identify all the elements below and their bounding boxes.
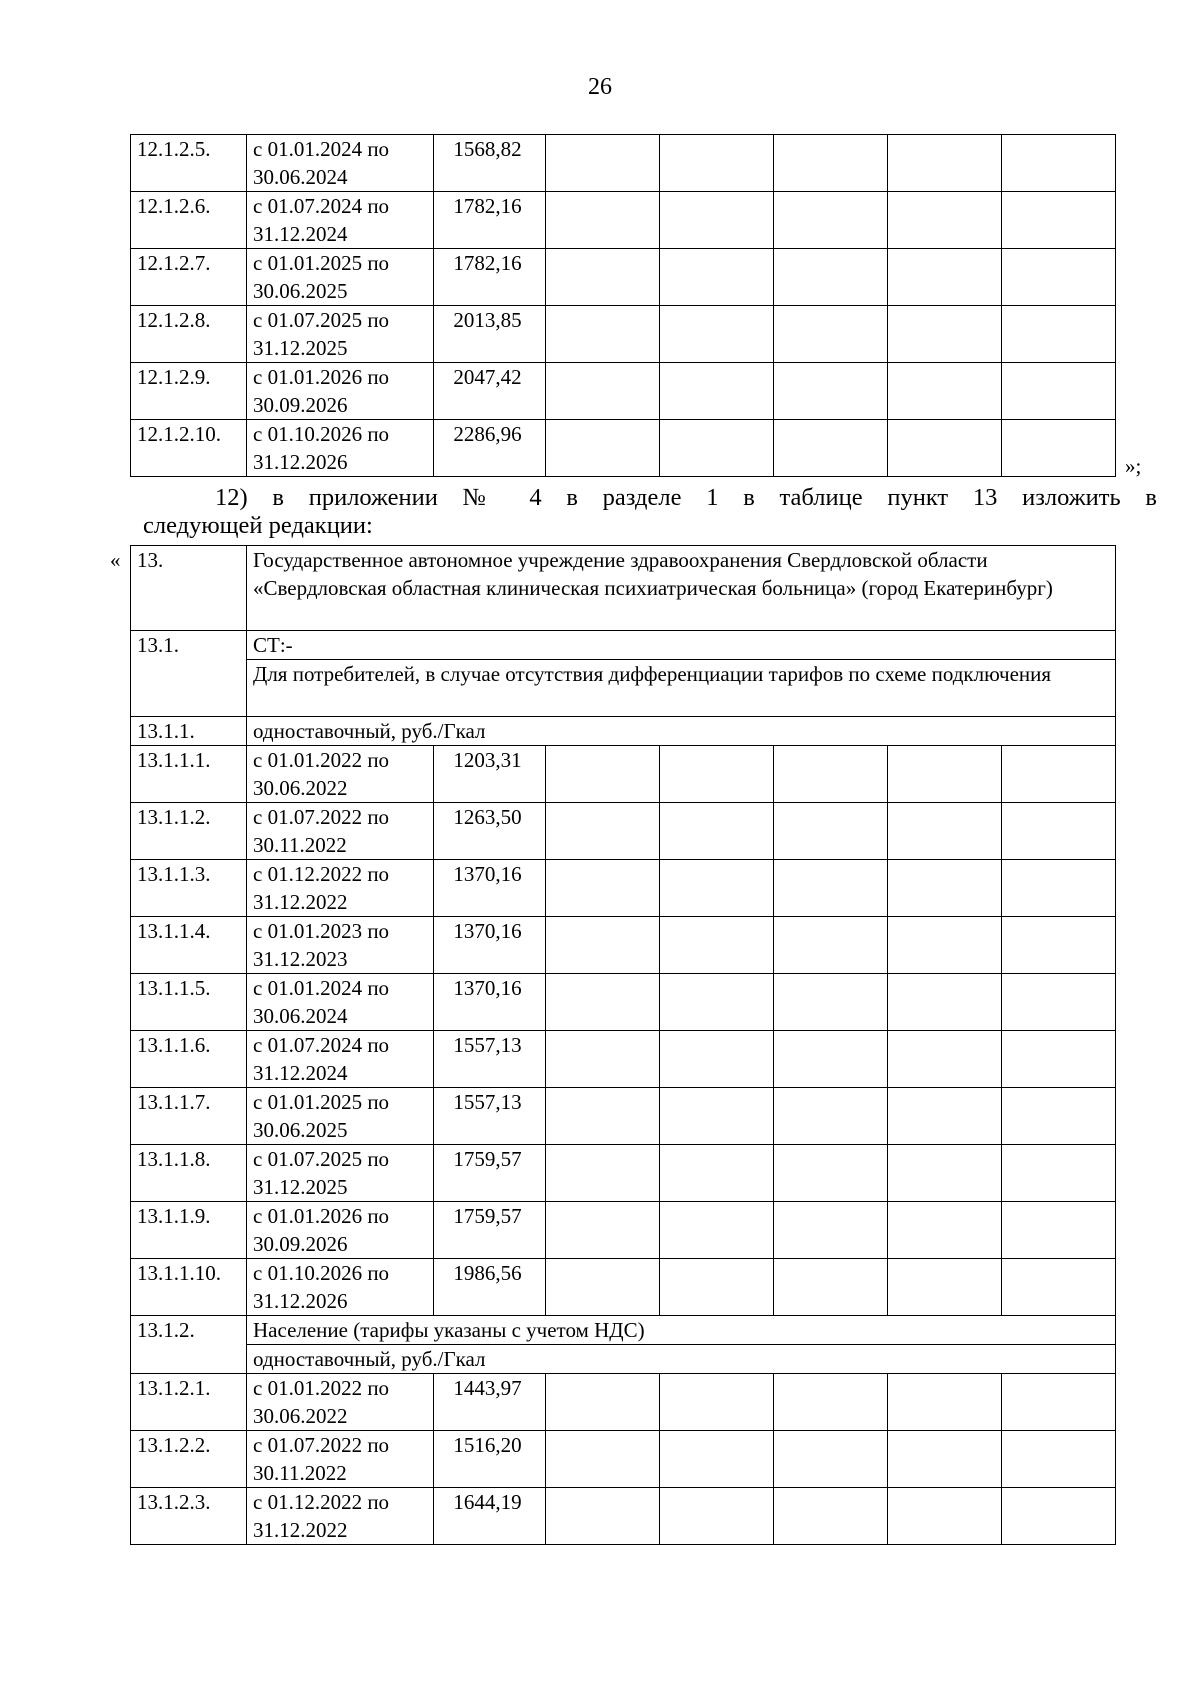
row-tariff-value: 1370,16 (434, 860, 546, 917)
row-tariff-value: 1370,16 (434, 974, 546, 1031)
row-period: с 01.07.2025 по 31.12.2025 (247, 306, 434, 363)
row-tariff-value: 1263,50 (434, 803, 546, 860)
empty-cell (1002, 974, 1116, 1031)
empty-cell (888, 974, 1002, 1031)
empty-cell (888, 917, 1002, 974)
row-period: с 01.07.2025 по 31.12.2025 (247, 1145, 434, 1202)
amendment-paragraph (143, 484, 1157, 540)
table-row (131, 135, 1116, 192)
empty-cell (660, 249, 774, 306)
empty-cell (1002, 1488, 1116, 1545)
row-number: 12.1.2.10. (131, 420, 247, 477)
empty-cell (546, 860, 660, 917)
row-tariff-value: 1557,13 (434, 1031, 546, 1088)
page-number: 26 (588, 74, 612, 100)
organization-name: Государственное автономное учреждение здравоохранения Свердловской области «Свердловская областная клиническая психиатрическая больница» (город Екатеринбург) (247, 546, 1116, 631)
section-13-header-row (131, 546, 1116, 631)
empty-cell (1002, 363, 1116, 420)
row-number: 13.1.1.9. (131, 1202, 247, 1259)
empty-cell (774, 917, 888, 974)
empty-cell (660, 746, 774, 803)
empty-cell (546, 306, 660, 363)
row-period: с 01.12.2022 по 31.12.2022 (247, 1488, 434, 1545)
table-row (131, 917, 1116, 974)
empty-cell (1002, 1431, 1116, 1488)
table-row (131, 363, 1116, 420)
table-row (131, 746, 1116, 803)
sub-1-number: 13.1. (131, 631, 247, 717)
empty-cell (774, 1202, 888, 1259)
sub-1-2-number: 13.1.2. (131, 1316, 247, 1374)
empty-cell (660, 306, 774, 363)
empty-cell (1002, 917, 1116, 974)
row-period: с 01.07.2024 по 31.12.2024 (247, 192, 434, 249)
empty-cell (774, 420, 888, 477)
empty-cell (546, 363, 660, 420)
empty-cell (888, 1145, 1002, 1202)
empty-cell (1002, 135, 1116, 192)
empty-cell (774, 1145, 888, 1202)
empty-cell (774, 1088, 888, 1145)
empty-cell (546, 1031, 660, 1088)
empty-cell (774, 249, 888, 306)
row-number: 12.1.2.6. (131, 192, 247, 249)
table-row (131, 1374, 1116, 1431)
empty-cell (1002, 420, 1116, 477)
row-number: 13.1.1.8. (131, 1145, 247, 1202)
row-number: 12.1.2.8. (131, 306, 247, 363)
empty-cell (888, 135, 1002, 192)
row-period: с 01.12.2022 по 31.12.2022 (247, 860, 434, 917)
row-period: с 01.01.2025 по 30.06.2025 (247, 249, 434, 306)
sub-1-2-rate: одноставочный, руб./Гкал (247, 1345, 1116, 1374)
row-period: с 01.01.2024 по 30.06.2024 (247, 135, 434, 192)
empty-cell (660, 192, 774, 249)
empty-cell (1002, 192, 1116, 249)
sub-1-1-number: 13.1.1. (131, 717, 247, 746)
row-number: 13.1.1.10. (131, 1259, 247, 1316)
row-number: 13.1.1.4. (131, 917, 247, 974)
empty-cell (546, 135, 660, 192)
table-row (131, 1488, 1116, 1545)
sub-1-ct: СТ:- (247, 631, 1116, 660)
row-tariff-value: 2286,96 (434, 420, 546, 477)
row-period: с 01.01.2022 по 30.06.2022 (247, 1374, 434, 1431)
empty-cell (774, 803, 888, 860)
paragraph-line-2: следующей редакции: (143, 512, 373, 539)
empty-cell (546, 1431, 660, 1488)
empty-cell (660, 1088, 774, 1145)
row-number: 13.1.1.7. (131, 1088, 247, 1145)
empty-cell (888, 249, 1002, 306)
table-row (131, 1088, 1116, 1145)
table-row (131, 803, 1116, 860)
empty-cell (1002, 1088, 1116, 1145)
row-number: 13.1.1.3. (131, 860, 247, 917)
row-tariff-value: 1782,16 (434, 249, 546, 306)
empty-cell (546, 192, 660, 249)
empty-cell (546, 746, 660, 803)
empty-cell (888, 1202, 1002, 1259)
table-row (131, 1145, 1116, 1202)
paragraph-line-1: 12) в приложении № 4 в разделе 1 в таблице пункт 13 изложить в (215, 484, 1157, 511)
empty-cell (660, 1031, 774, 1088)
row-period: с 01.10.2026 по 31.12.2026 (247, 1259, 434, 1316)
table-row (131, 974, 1116, 1031)
row-period: с 01.01.2026 по 30.09.2026 (247, 1202, 434, 1259)
row-tariff-value: 1203,31 (434, 746, 546, 803)
empty-cell (660, 1145, 774, 1202)
empty-cell (546, 1145, 660, 1202)
sub-1-2-label: Население (тарифы указаны с учетом НДС) (247, 1316, 1116, 1345)
table-row (131, 1202, 1116, 1259)
table-row (131, 420, 1116, 477)
row-number: 12.1.2.9. (131, 363, 247, 420)
table-row (131, 860, 1116, 917)
row-tariff-value: 1443,97 (434, 1374, 546, 1431)
row-number: 13.1.1.5. (131, 974, 247, 1031)
row-tariff-value: 1568,82 (434, 135, 546, 192)
row-tariff-value: 2013,85 (434, 306, 546, 363)
row-number: 13.1.1.6. (131, 1031, 247, 1088)
empty-cell (546, 803, 660, 860)
tariff-table-section-13 (130, 545, 1116, 1545)
empty-cell (774, 1488, 888, 1545)
sub-1-ct-row (131, 631, 1116, 660)
row-tariff-value: 1516,20 (434, 1431, 546, 1488)
empty-cell (1002, 803, 1116, 860)
table-row (131, 1259, 1116, 1316)
empty-cell (888, 420, 1002, 477)
sub-1-1-row (131, 717, 1116, 746)
empty-cell (888, 1259, 1002, 1316)
table-row (131, 1431, 1116, 1488)
row-number: 13.1.1.2. (131, 803, 247, 860)
empty-cell (774, 135, 888, 192)
row-period: с 01.07.2024 по 31.12.2024 (247, 1031, 434, 1088)
closing-quote: »; (1125, 454, 1142, 478)
empty-cell (660, 803, 774, 860)
empty-cell (1002, 1145, 1116, 1202)
sub-1-2-row (131, 1316, 1116, 1345)
row-tariff-value: 1782,16 (434, 192, 546, 249)
empty-cell (546, 420, 660, 477)
empty-cell (660, 420, 774, 477)
row-tariff-value: 1370,16 (434, 917, 546, 974)
empty-cell (546, 1488, 660, 1545)
empty-cell (774, 974, 888, 1031)
empty-cell (660, 135, 774, 192)
table-row (131, 192, 1116, 249)
empty-cell (888, 363, 1002, 420)
empty-cell (1002, 1374, 1116, 1431)
row-period: с 01.01.2024 по 30.06.2024 (247, 974, 434, 1031)
empty-cell (1002, 1031, 1116, 1088)
row-tariff-value: 1759,57 (434, 1202, 546, 1259)
empty-cell (660, 917, 774, 974)
empty-cell (888, 1088, 1002, 1145)
empty-cell (660, 860, 774, 917)
empty-cell (546, 1259, 660, 1316)
empty-cell (660, 1488, 774, 1545)
empty-cell (660, 974, 774, 1031)
empty-cell (660, 1202, 774, 1259)
row-period: с 01.10.2026 по 31.12.2026 (247, 420, 434, 477)
empty-cell (546, 1374, 660, 1431)
table-row (131, 306, 1116, 363)
section-number: 13. (131, 546, 247, 631)
row-number: 13.1.2.3. (131, 1488, 247, 1545)
empty-cell (774, 306, 888, 363)
row-tariff-value: 2047,42 (434, 363, 546, 420)
empty-cell (546, 917, 660, 974)
sub-1-1-label: одноставочный, руб./Гкал (247, 717, 1116, 746)
row-number: 13.1.2.2. (131, 1431, 247, 1488)
empty-cell (774, 1374, 888, 1431)
empty-cell (546, 974, 660, 1031)
empty-cell (1002, 860, 1116, 917)
row-tariff-value: 1759,57 (434, 1145, 546, 1202)
sub-1-desc-row (131, 660, 1116, 717)
row-tariff-value: 1986,56 (434, 1259, 546, 1316)
empty-cell (888, 1031, 1002, 1088)
row-period: с 01.01.2022 по 30.06.2022 (247, 746, 434, 803)
empty-cell (888, 803, 1002, 860)
empty-cell (774, 1259, 888, 1316)
empty-cell (1002, 306, 1116, 363)
empty-cell (774, 1031, 888, 1088)
empty-cell (774, 1431, 888, 1488)
empty-cell (888, 1431, 1002, 1488)
empty-cell (888, 306, 1002, 363)
table-row (131, 249, 1116, 306)
empty-cell (888, 746, 1002, 803)
row-number: 13.1.1.1. (131, 746, 247, 803)
empty-cell (888, 192, 1002, 249)
empty-cell (546, 1202, 660, 1259)
empty-cell (774, 363, 888, 420)
empty-cell (1002, 1202, 1116, 1259)
row-number: 13.1.2.1. (131, 1374, 247, 1431)
row-tariff-value: 1644,19 (434, 1488, 546, 1545)
row-number: 12.1.2.7. (131, 249, 247, 306)
opening-quote: « (110, 548, 121, 572)
empty-cell (774, 860, 888, 917)
empty-cell (888, 1374, 1002, 1431)
empty-cell (774, 192, 888, 249)
row-period: с 01.01.2026 по 30.09.2026 (247, 363, 434, 420)
table-row (131, 1031, 1116, 1088)
empty-cell (660, 1259, 774, 1316)
empty-cell (546, 1088, 660, 1145)
empty-cell (1002, 1259, 1116, 1316)
row-period: с 01.01.2025 по 30.06.2025 (247, 1088, 434, 1145)
empty-cell (546, 249, 660, 306)
row-tariff-value: 1557,13 (434, 1088, 546, 1145)
empty-cell (660, 1431, 774, 1488)
empty-cell (1002, 249, 1116, 306)
empty-cell (888, 860, 1002, 917)
empty-cell (888, 1488, 1002, 1545)
row-number: 12.1.2.5. (131, 135, 247, 192)
tariff-table-continued (130, 134, 1116, 477)
empty-cell (774, 746, 888, 803)
row-period: с 01.01.2023 по 31.12.2023 (247, 917, 434, 974)
sub-1-2-rate-row (131, 1345, 1116, 1374)
empty-cell (1002, 746, 1116, 803)
empty-cell (660, 363, 774, 420)
row-period: с 01.07.2022 по 30.11.2022 (247, 803, 434, 860)
empty-cell (660, 1374, 774, 1431)
row-period: с 01.07.2022 по 30.11.2022 (247, 1431, 434, 1488)
sub-1-description: Для потребителей, в случае отсутствия дифференциации тарифов по схеме подключения (247, 660, 1116, 717)
